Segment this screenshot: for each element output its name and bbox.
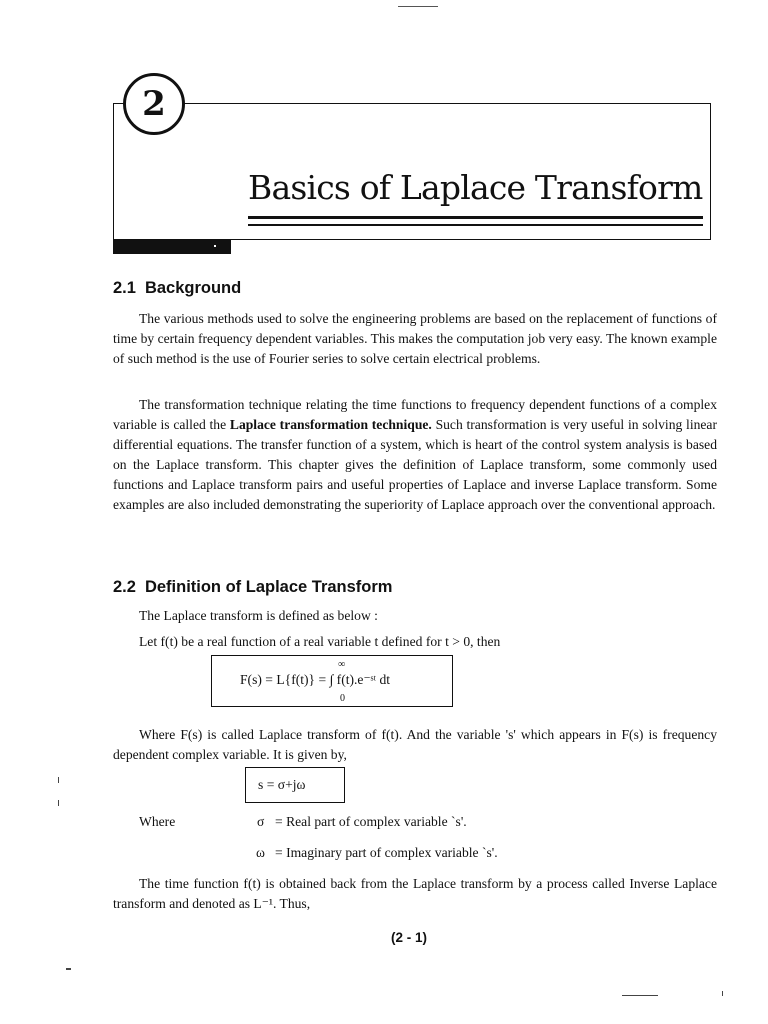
laplace-definition-formula-box: [211, 655, 453, 707]
sigma-symbol: σ: [257, 814, 265, 829]
paragraph-text: Such transformation is very useful in solving linear differential equations. The transfer function of a system, which is heart of the control system analysis is based on the Laplace transform. This chapter gives the definition of Laplace transform, some commonly used functions and Laplace transform pairs and useful properties of Laplace and inverse Laplace transform. Some examples are also included demonstrating the superiority of Laplace approach over the conventional approach.: [113, 417, 717, 512]
paragraph-inverse-laplace: The time function f(t) is obtained back from the Laplace transform by a process called Inverse Laplace transform and denoted as L⁻¹. Thus,: [113, 876, 717, 911]
paragraph-background-1: The various methods used to solve the engineering problems are based on the replacement of functions of time by certain frequency dependent variables. This makes the computation job very easy. The known example of such method is the use of Fourier series to solve certain electrical problems.: [113, 311, 717, 366]
bold-term: Laplace transformation technique.: [229, 417, 432, 432]
section-heading-background: [113, 279, 241, 298]
omega-definition: = Imaginary part of complex variable `s'.: [275, 845, 498, 860]
paragraph-text: The transformation technique relating the time functions to frequency dependent functions of a complex variable is called the: [113, 397, 717, 432]
paragraph-where-fs: Where F(s) is called Laplace transform of f(t). And the variable 's' which appears in F(s) is frequency dependent complex variable. It is given by,: [113, 727, 717, 762]
paragraph-background-2: [113, 395, 717, 515]
section-title: Definition of Laplace Transform: [144, 578, 393, 596]
scan-mark: [58, 800, 59, 806]
integral-upper-limit: ∞: [338, 659, 346, 670]
top-rule: [398, 6, 438, 7]
scan-mark: [58, 777, 59, 783]
complex-variable-formula-box: [245, 767, 345, 803]
chapter-title: Basics of Laplace Transform: [248, 168, 703, 207]
where-label: Where: [139, 814, 176, 829]
scan-mark: [66, 968, 71, 970]
definition-let-line: Let f(t) be a real function of a real variable t defined for t > 0, then: [139, 634, 501, 649]
scan-mark: [722, 991, 723, 996]
section-number: 2.2: [113, 578, 136, 596]
laplace-definition-formula: F(s) = L{f(t)} = ∫ f(t).e⁻ˢᵗ dt: [240, 672, 391, 687]
chapter-black-bar: [113, 240, 231, 254]
sigma-definition: = Real part of complex variable `s'.: [275, 814, 467, 829]
section-number: 2.1: [113, 279, 136, 297]
omega-symbol: ω: [256, 845, 265, 860]
section-title: Background: [144, 279, 242, 297]
chapter-number-badge: [123, 73, 185, 135]
page-number: (2 - 1): [391, 930, 428, 945]
title-double-rule: [248, 216, 703, 226]
complex-variable-formula: s = σ+jω: [258, 777, 306, 792]
section-heading-definition: [113, 578, 392, 597]
scan-mark: [622, 995, 658, 996]
definition-intro: The Laplace transform is defined as below :: [139, 608, 378, 623]
chapter-number: 2: [142, 84, 166, 124]
integral-lower-limit: 0: [340, 693, 345, 704]
